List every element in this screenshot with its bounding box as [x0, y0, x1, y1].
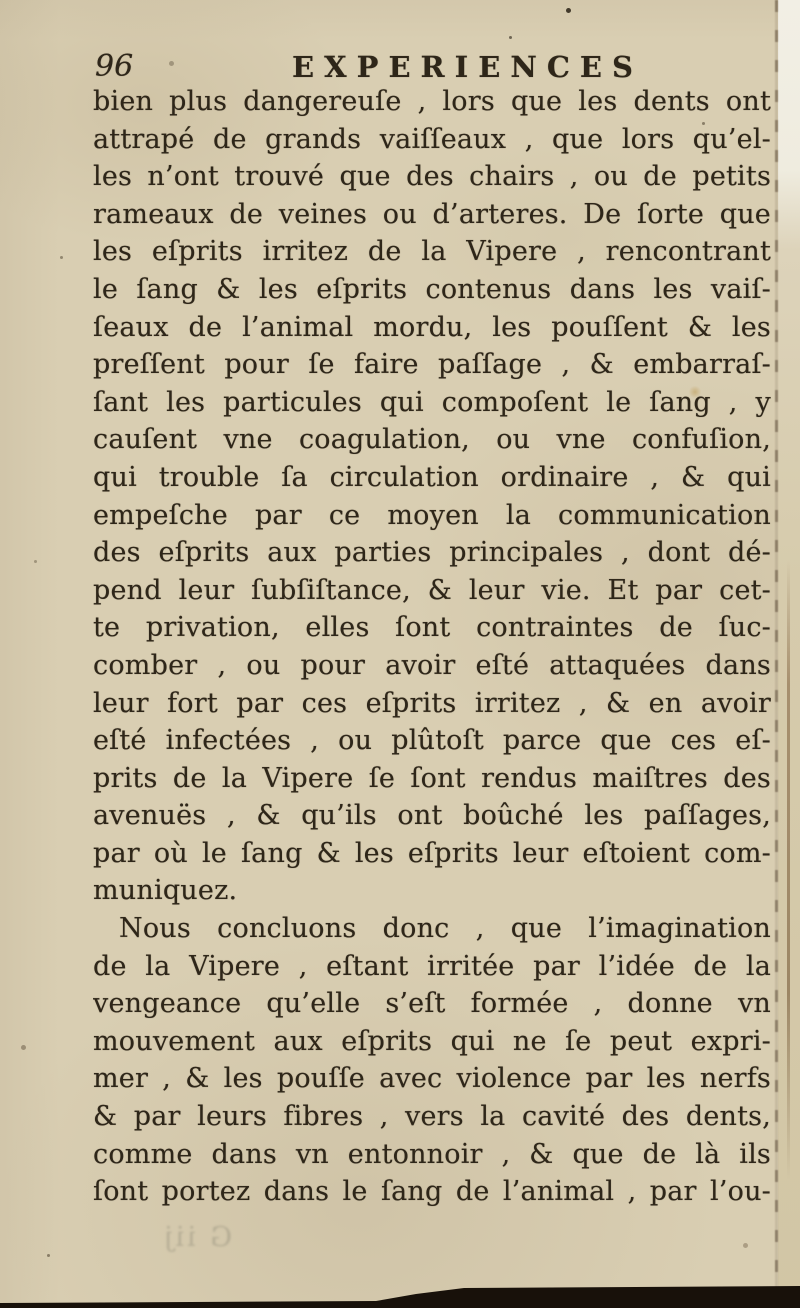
- text-line: mer , & les pouſſe avec violence par les nerfs: [93, 1063, 771, 1095]
- text-line: de la Vipere , eſtant irritée par l’idée de la: [93, 950, 771, 982]
- running-head: EXPERIENCES: [292, 50, 643, 84]
- ink-specks: [0, 0, 3, 3]
- text-line: cauſent vne coagulation, ou vne confuſion,: [93, 424, 771, 456]
- text-line: ſant les particules qui compoſent le ſang , y: [93, 386, 771, 418]
- text-line: mouvement aux eſprits qui ne ſe peut expri-: [93, 1025, 771, 1057]
- scan-edge-bottom: [0, 1286, 800, 1308]
- text-line: Nous concluons donc , que l’imagination: [119, 913, 771, 945]
- text-line: bien plus dangereuſe , lors que les dents ont: [93, 86, 771, 117]
- signature-showthrough: G iij: [161, 1222, 232, 1253]
- text-line: avenuës , & qu’ils ont boûché les paſſages,: [93, 800, 771, 832]
- text-line: le ſang & les eſprits contenus dans les vaiſ-: [93, 273, 771, 305]
- text-line: ſeaux de l’animal mordu, les pouſſent & les: [93, 311, 771, 343]
- text-line: ſont portez dans le ſang de l’animal , par l’ou-: [93, 1176, 771, 1208]
- text-line: les eſprits irritez de la Vipere , rencontrant: [93, 236, 771, 268]
- page-number: 96: [95, 49, 134, 84]
- text-line: & par leurs fibres , vers la cavité des dents,: [93, 1101, 771, 1133]
- text-line: qui trouble ſa circulation ordinaire , & qui: [93, 461, 771, 493]
- text-line: te privation, elles ſont contraintes de ſuc-: [93, 612, 771, 644]
- text-block: [93, 83, 771, 1211]
- text-line: comme dans vn entonnoir , & que de là ils: [93, 1138, 771, 1170]
- page-edge-right: [778, 0, 800, 1308]
- page-header: [0, 50, 800, 86]
- text-line: pend leur ſubſiſtance, & leur vie. Et par cet-: [93, 574, 771, 606]
- text-line: les n’ont trouvé que des chairs , ou de petits: [93, 161, 771, 193]
- text-line: empeſche par ce moyen la communication: [93, 499, 771, 531]
- text-line: eſté infectées , ou plûtoſt parce que ces eſ-: [93, 725, 771, 757]
- text-line: leur fort par ces eſprits irritez , & en avoir: [93, 687, 771, 719]
- text-line: vengeance qu’elle s’eſt formée , donne vn: [93, 988, 771, 1020]
- text-line: prits de la Vipere ſe ſont rendus maiſtres des: [93, 762, 771, 794]
- text-line: comber , ou pour avoir eſté attaquées dans: [93, 649, 771, 681]
- text-line: rameaux de veines ou d’arteres. De ſorte que: [93, 198, 771, 230]
- text-line: des eſprits aux parties principales , dont dé-: [93, 537, 771, 569]
- text-line: muniquez.: [93, 875, 238, 907]
- text-line: par où le ſang & les eſprits leur eſtoient com-: [93, 837, 771, 869]
- text-line: preſſent pour ſe faire paſſage , & embarraſ-: [93, 349, 771, 381]
- text-line: attrapé de grands vaiſſeaux , que lors qu’el-: [93, 123, 771, 155]
